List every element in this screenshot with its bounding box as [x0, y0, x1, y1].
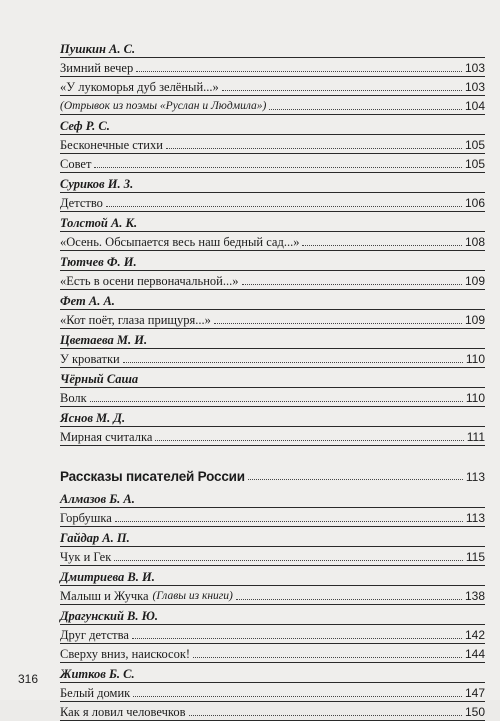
entry-page: 110: [465, 352, 485, 366]
entry-title: У кроватки: [60, 352, 120, 366]
entry-title: Друг детства: [60, 628, 129, 642]
author-name: Тютчев Ф. И.: [60, 251, 485, 271]
author-name: Пушкин А. С.: [60, 38, 485, 58]
entry-page: 150: [464, 705, 485, 719]
dot-leader: [302, 245, 462, 246]
dot-leader: [90, 401, 463, 402]
entry-title: Малыш и Жучка: [60, 589, 149, 603]
dot-leader: [123, 362, 463, 363]
dot-leader: [193, 657, 462, 658]
toc-entry: [60, 388, 485, 407]
entry-page: 103: [464, 61, 485, 75]
entry-page: 138: [464, 589, 485, 603]
author-name: Сеф Р. С.: [60, 115, 485, 135]
entry-page: 104: [464, 99, 485, 113]
entry-subtitle: (Главы из книги): [152, 590, 233, 602]
author-name: Дмитриева В. И.: [60, 566, 485, 586]
toc-entry: [60, 77, 485, 96]
toc-entry: [60, 310, 485, 329]
entry-title: Совет: [60, 157, 92, 171]
toc-entry: [60, 135, 485, 154]
toc-entry: [60, 154, 485, 173]
table-of-contents: [60, 38, 485, 721]
dot-leader: [236, 599, 462, 600]
toc-entry: [60, 508, 485, 527]
entry-page: 142: [464, 628, 485, 642]
entry-title: Зимний вечер: [60, 61, 134, 75]
section-heading: [60, 454, 485, 484]
toc-entry: [60, 58, 485, 77]
author-name: Толстой А. К.: [60, 212, 485, 232]
entry-page: 109: [464, 274, 485, 288]
toc-entry: [60, 96, 485, 115]
entry-title: Как я ловил человечков: [60, 705, 186, 719]
dot-leader: [166, 148, 462, 149]
entry-page: 147: [464, 686, 485, 700]
author-name: Алмазов Б. А.: [60, 488, 485, 508]
entry-title: (Отрывок из поэмы «Руслан и Людмила»): [60, 100, 267, 112]
dot-leader: [155, 440, 463, 441]
toc-entry: [60, 702, 485, 721]
dot-leader: [115, 521, 463, 522]
author-name: Чёрный Саша: [60, 368, 485, 388]
entry-title: Чук и Гек: [60, 550, 112, 564]
author-name: Гайдар А. П.: [60, 527, 485, 547]
dot-leader: [133, 696, 462, 697]
entry-page: 115: [465, 550, 485, 564]
entry-title: «Осень. Обсыпается весь наш бедный сад...»: [60, 235, 300, 249]
dot-leader: [189, 715, 462, 716]
dot-leader: [94, 167, 462, 168]
author-name: Житков Б. С.: [60, 663, 485, 683]
dot-leader: [132, 638, 462, 639]
author-name: Цветаева М. И.: [60, 329, 485, 349]
entry-page: 109: [464, 313, 485, 327]
author-name: Драгунский В. Ю.: [60, 605, 485, 625]
toc-entry: [60, 547, 485, 566]
dot-leader: [106, 206, 462, 207]
dot-leader: [269, 109, 462, 110]
toc-entry: [60, 625, 485, 644]
dot-leader: [114, 560, 463, 561]
entry-title: Белый домик: [60, 686, 131, 700]
entry-page: 108: [464, 235, 485, 249]
entry-title: Детство: [60, 196, 103, 210]
toc-entry: [60, 349, 485, 368]
entry-page: 113: [465, 511, 485, 525]
toc-entry: [60, 586, 485, 605]
entry-title: Мирная считалка: [60, 430, 153, 444]
entry-title: Горбушка: [60, 511, 112, 525]
toc-entry: [60, 232, 485, 251]
toc-stories-block: [60, 488, 485, 721]
entry-title: Бесконечные стихи: [60, 138, 163, 152]
dot-leader: [242, 284, 462, 285]
toc-entry: [60, 271, 485, 290]
entry-page: 111: [466, 430, 485, 444]
entry-page: 105: [464, 138, 485, 152]
entry-title: «Есть в осени первоначальной...»: [60, 274, 239, 288]
dot-leader: [136, 71, 462, 72]
entry-page: 110: [465, 391, 485, 405]
entry-title: Сверху вниз, наискосок!: [60, 647, 191, 661]
author-name: Яснов М. Д.: [60, 407, 485, 427]
page-number: 316: [18, 672, 39, 686]
dot-leader: [222, 90, 462, 91]
toc-poems-block: [60, 38, 485, 446]
entry-page: 103: [464, 80, 485, 94]
entry-title: Волк: [60, 391, 87, 405]
toc-entry: [60, 683, 485, 702]
author-name: Фет А. А.: [60, 290, 485, 310]
toc-entry: [60, 193, 485, 212]
section-page: 113: [465, 470, 485, 484]
author-name: Суриков И. З.: [60, 173, 485, 193]
entry-page: 144: [464, 647, 485, 661]
entry-title: «У лукоморья дуб зелёный...»: [60, 80, 219, 94]
section-title: Рассказы писателей России: [60, 469, 245, 484]
toc-entry: [60, 644, 485, 663]
entry-page: 106: [464, 196, 485, 210]
dot-leader: [248, 479, 463, 480]
entry-title: «Кот поёт, глаза прищуря...»: [60, 313, 211, 327]
toc-entry: [60, 427, 485, 446]
dot-leader: [214, 323, 462, 324]
entry-page: 105: [464, 157, 485, 171]
